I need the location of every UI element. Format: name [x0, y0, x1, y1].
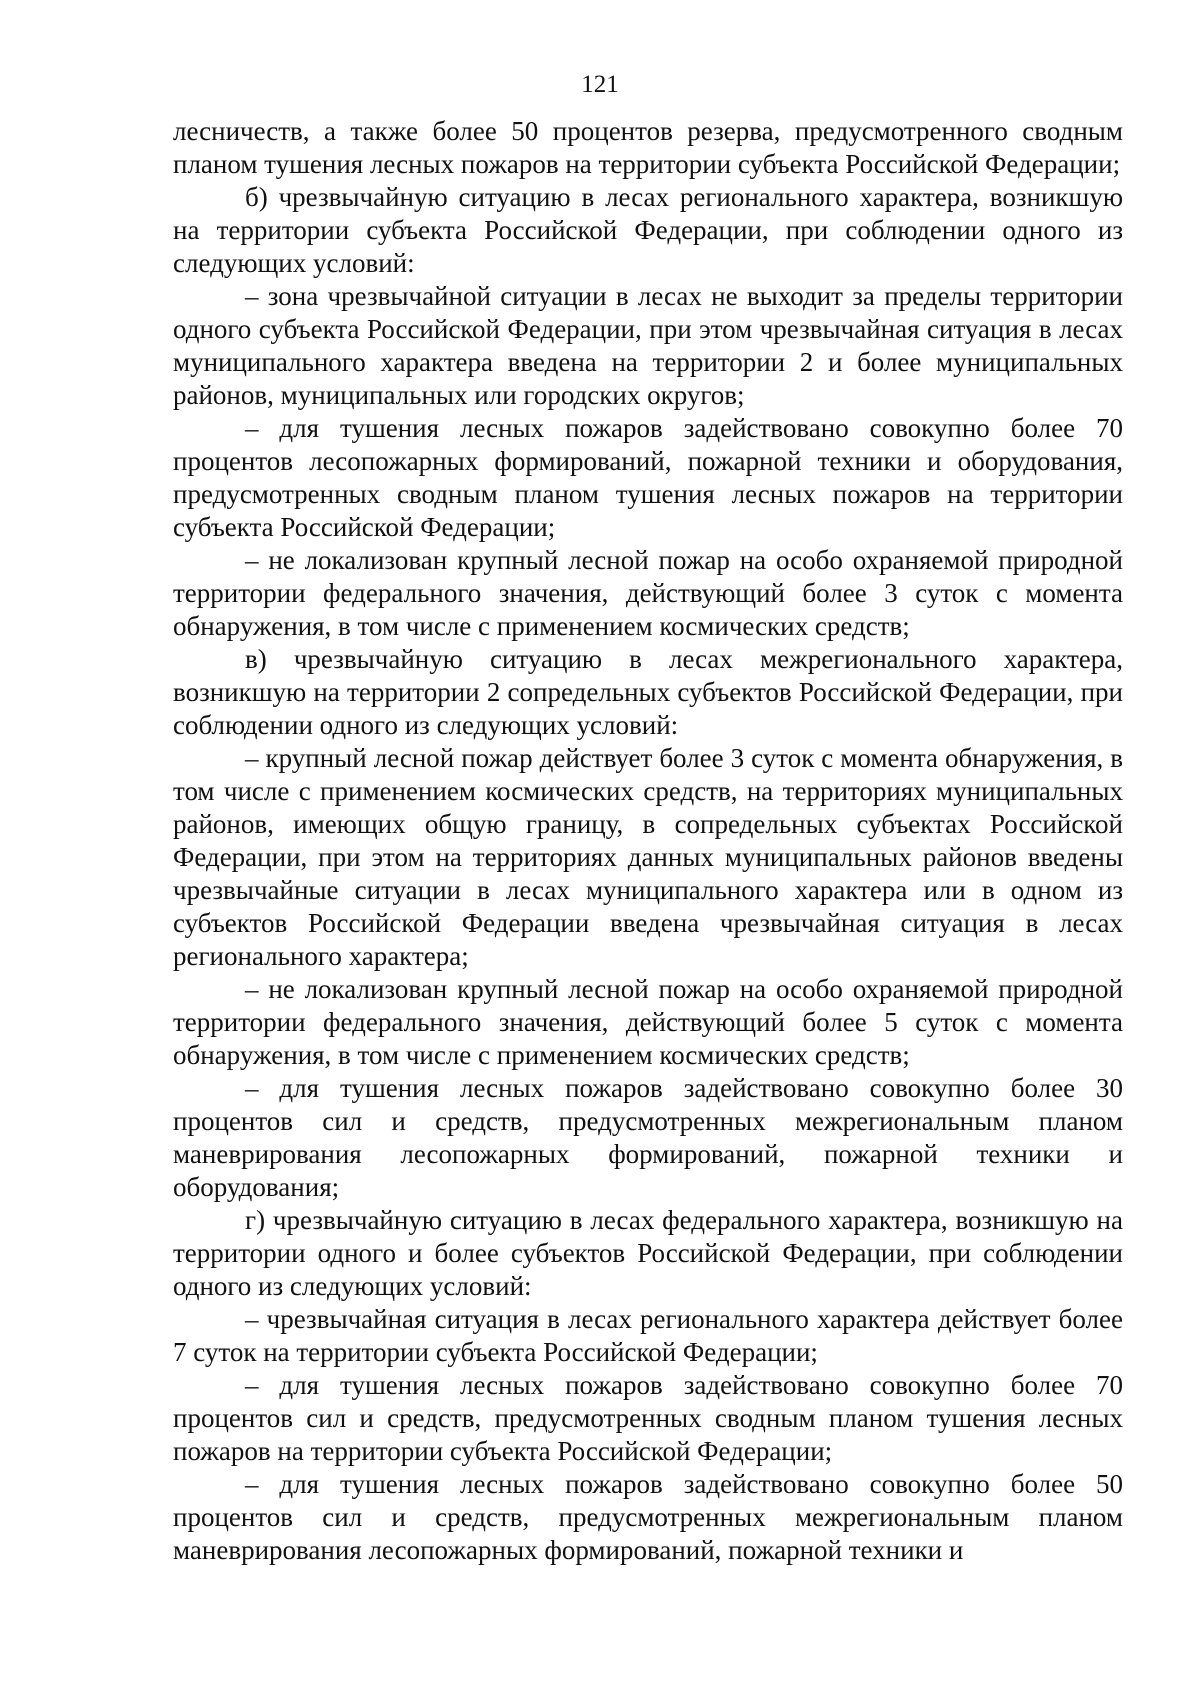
- paragraph-v-condition-1: – крупный лесной пожар действует более 3 суток с момента обнаружения, в том числе с применением космических средств, на территориях муниципальных районов, имеющих общую границу, в сопредельных субъектах Российской Федерации, при этом на территориях данных муниципальных районов введены чрезвычайные ситуации в лесах муниципального характера или в одном из субъектов Российской Федерации введена чрезвычайная ситуация в лесах регионального характера;: [173, 743, 1123, 971]
- paragraph-g-condition-3: – для тушения лесных пожаров задействовано совокупно более 50 процентов сил и средств, предусмотренных межрегиональным планом маневрирования лесопожарных формирований, пожарной техники и: [173, 1469, 1123, 1565]
- page-number: 121: [581, 71, 619, 98]
- paragraph-item-b: б) чрезвычайную ситуацию в лесах регионального характера, возникшую на территории субъекта Российской Федерации, при соблюдении одного из следующих условий:: [173, 182, 1123, 278]
- paragraph-item-g: г) чрезвычайную ситуацию в лесах федерального характера, возникшую на территории одного и более субъектов Российской Федерации, при соблюдении одного из следующих условий:: [173, 1205, 1123, 1301]
- paragraph-b-condition-2: – для тушения лесных пожаров задействовано совокупно более 70 процентов лесопожарных формирований, пожарной техники и оборудования, предусмотренных сводным планом тушения лесных пожаров на территории субъекта Российской Федерации;: [173, 413, 1123, 542]
- paragraph-v-condition-3: – для тушения лесных пожаров задействовано совокупно более 30 процентов сил и средств, предусмотренных межрегиональным планом маневрирования лесопожарных формирований, пожарной техники и оборудования;: [173, 1073, 1123, 1202]
- paragraph-item-v: в) чрезвычайную ситуацию в лесах межрегионального характера, возникшую на территории 2 сопредельных субъектов Российской Федерации, при соблюдении одного из следующих условий:: [173, 644, 1123, 740]
- paragraph-v-condition-2: – не локализован крупный лесной пожар на особо охраняемой природной территории федерального значения, действующий более 5 суток с момента обнаружения, в том числе с применением космических средств;: [173, 974, 1123, 1070]
- paragraph-g-condition-1: – чрезвычайная ситуация в лесах регионального характера действует более 7 суток на территории субъекта Российской Федерации;: [173, 1304, 1123, 1367]
- paragraph-continuation: лесничеств, а также более 50 процентов резерва, предусмотренного сводным планом тушения лесных пожаров на территории субъекта Российской Федерации;: [173, 116, 1123, 179]
- document-body: [173, 115, 1123, 1567]
- paragraph-b-condition-1: – зона чрезвычайной ситуации в лесах не выходит за пределы территории одного субъекта Российской Федерации, при этом чрезвычайная ситуация в лесах муниципального характера введена на территории 2 и более муниципальных районов, муниципальных или городских округов;: [173, 281, 1123, 410]
- paragraph-g-condition-2: – для тушения лесных пожаров задействовано совокупно более 70 процентов сил и средств, предусмотренных сводным планом тушения лесных пожаров на территории субъекта Российской Федерации;: [173, 1370, 1123, 1466]
- paragraph-b-condition-3: – не локализован крупный лесной пожар на особо охраняемой природной территории федерального значения, действующий более 3 суток с момента обнаружения, в том числе с применением космических средств;: [173, 545, 1123, 641]
